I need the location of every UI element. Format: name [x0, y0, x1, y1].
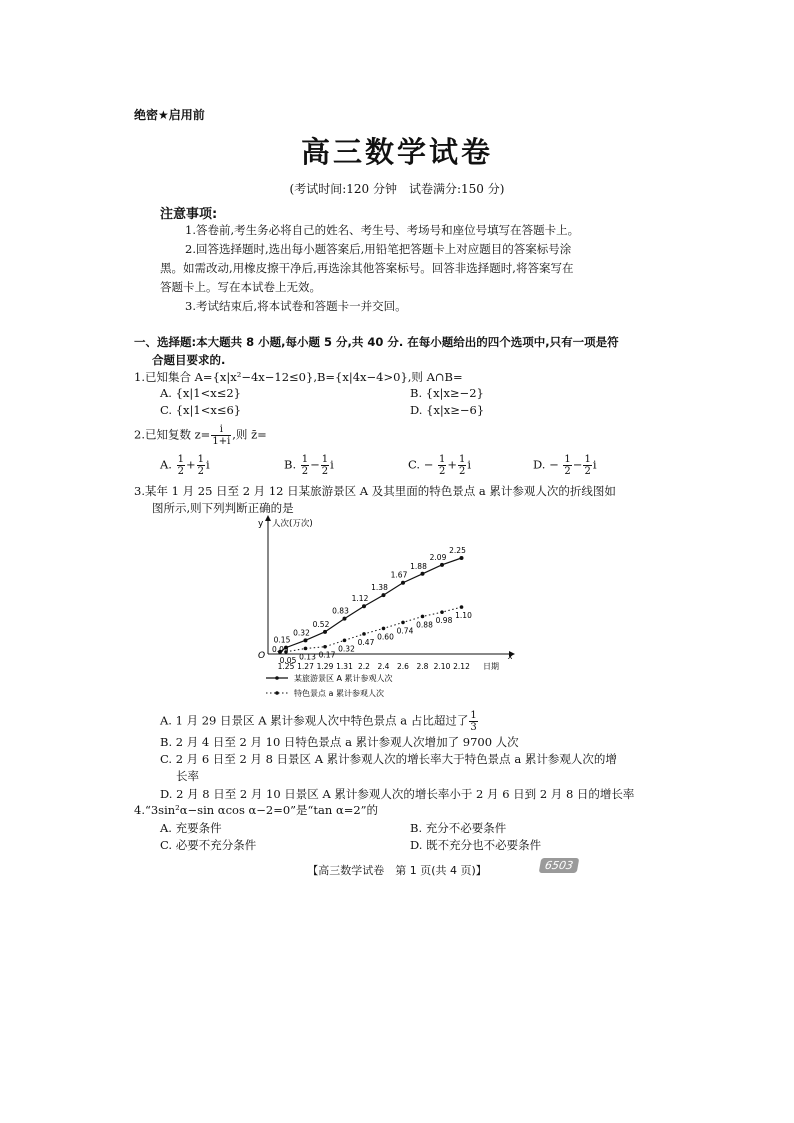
series-a-point [421, 572, 425, 576]
series-a-point [401, 581, 405, 585]
q4-stem: 4.“3sin²α−sin αcos α−2=0”是“tan α=2”的 [134, 803, 379, 817]
q4-option-c: C. 必要不充分条件 [160, 838, 257, 852]
x-axis-label: 日期 [483, 662, 499, 671]
q4-option-a: A. 充要条件 [160, 821, 222, 835]
paper-code-stamp: 6503 [539, 858, 580, 873]
q2-b-frac1 [301, 454, 309, 477]
q2-a-label: A. [160, 457, 172, 472]
x-tick-label: 2.12 [453, 662, 470, 671]
q3-option-c-line-1: C. 2 月 6 日至 2 月 8 日景区 A 累计参观人次的增长率大于特色景点 a 累计参观人次的增 [160, 752, 617, 766]
frac-den: 2 [301, 466, 309, 477]
series-a-point [304, 638, 308, 642]
series-b-point [323, 645, 327, 649]
q1-option-b: B. {x|x≥−2} [410, 386, 484, 400]
series-b-point [362, 632, 366, 636]
notice-line-1: 1.答卷前,考生务必将自己的姓名、考生号、考场号和座位号填写在答题卡上。 [185, 223, 580, 237]
series-b-data-label: 0.88 [416, 620, 433, 630]
q2-stem-pre: 2.已知复数 z= [134, 427, 211, 442]
series-a-point [382, 593, 386, 597]
frac-num: 1 [301, 454, 309, 465]
notice-heading: 注意事项: [160, 207, 218, 222]
series-b-data-label: 0.13 [299, 652, 316, 662]
q2-c-frac2 [458, 454, 466, 477]
q2-c-frac1 [438, 454, 446, 477]
series-b-point [421, 615, 425, 619]
series-a-data-label: 0.52 [312, 619, 330, 629]
q2-d-label: D. − [533, 457, 559, 472]
q2-option-a [160, 454, 210, 477]
q3-stem-line-1: 3.某年 1 月 25 日至 2 月 12 日某旅游景区 A 及其里面的特色景点 a 累计参观人次的折线图如 [134, 484, 616, 498]
q2-fraction-den: 1+i [212, 436, 231, 447]
q2-a-frac2 [197, 454, 205, 477]
q2-c-tail: i [467, 457, 472, 472]
section-heading-line-1: 一、选择题:本大题共 8 小题,每小题 5 分,共 40 分. 在每小题给出的四个选项中,只有一项是符 [134, 335, 619, 349]
x-tick-label: 2.2 [358, 662, 370, 671]
frac-num: 1 [459, 454, 466, 465]
series-b-data-label: 0.74 [396, 626, 414, 636]
series-b-point [440, 610, 444, 614]
q2-a-op: + [186, 457, 196, 472]
series-b-point [401, 621, 405, 625]
q2-a-frac1 [177, 454, 185, 477]
notice-line-5: 3.考试结束后,将本试卷和答题卡一并交回。 [185, 299, 407, 313]
q2-fraction [211, 424, 231, 447]
frac-den: 3 [470, 722, 477, 733]
q2-b-label: B. [284, 457, 297, 472]
q1-stem: 1.已知集合 A={x|x²−4x−12≤0},B={x|4x−4>0},则 A∩B= [134, 370, 463, 384]
series-b-point [460, 605, 464, 609]
q2-option-b [284, 454, 334, 477]
series-a-data-label: 0.15 [273, 635, 291, 645]
exam-info: (考试时间:120 分钟 试卷满分:150 分) [289, 182, 505, 196]
notice-line-3: 黑。如需改动,用橡皮擦干净后,再选涂其他答案标号。回答非选择题时,将答案写在 [160, 261, 574, 275]
frac-num: 1 [197, 454, 205, 465]
frac-den: 2 [459, 466, 466, 477]
legend-solid-marker [275, 676, 279, 680]
series-a-data-label: 1.38 [371, 583, 388, 593]
series-b-data-label: 1.10 [455, 611, 472, 621]
q3-option-d: D. 2 月 8 日至 2 月 10 日景区 A 累计参观人次的增长率小于 2 月 6 日到 2 月 8 日的增长率 [160, 787, 635, 801]
q2-b-frac2 [321, 454, 329, 477]
q2-b-op: − [310, 457, 320, 472]
q3-a-frac [469, 710, 477, 733]
line-chart [240, 512, 530, 702]
origin-label: O [258, 651, 266, 661]
series-a-data-label: 1.88 [410, 561, 427, 571]
series-a-data-label: 2.25 [449, 546, 466, 555]
q2-stem [134, 424, 267, 447]
q3-option-c-line-2: 长率 [176, 769, 199, 783]
legend-series-b: 特色景点 a 累计参观人次 [294, 689, 384, 698]
q2-c-label: C. − [408, 457, 434, 472]
x-tick-label: 2.4 [377, 662, 390, 671]
q3-option-b: B. 2 月 4 日至 2 月 10 日特色景点 a 累计参观人次增加了 9700 人次 [160, 735, 519, 749]
q2-stem-post: ,则 z̄= [232, 427, 267, 442]
frac-den: 2 [197, 466, 205, 477]
series-a-point [362, 604, 366, 608]
series-a-data-label: 1.67 [390, 570, 408, 580]
y-axis-letter: y [258, 519, 264, 529]
q2-d-frac1 [563, 454, 571, 477]
x-tick-label: 1.25 [277, 662, 295, 671]
frac-den: 2 [584, 466, 591, 477]
q1-option-d: D. {x|x≥−6} [410, 403, 485, 417]
series-a-point [460, 556, 464, 560]
frac-num: 1 [584, 454, 591, 465]
x-tick-label: 2.10 [433, 662, 451, 671]
q1-option-a: A. {x|1<x≤2} [160, 386, 241, 400]
series-a-data-label: 1.12 [351, 594, 369, 604]
series-a-point [343, 617, 347, 621]
q4-option-d: D. 既不充分也不必要条件 [410, 838, 542, 852]
series-b-data-label: 0.60 [377, 632, 394, 642]
series-b-point [304, 647, 308, 651]
series-a-point [440, 563, 444, 567]
q3-option-a [160, 710, 479, 733]
x-tick-label: 1.27 [297, 662, 314, 671]
frac-num: 1 [470, 710, 477, 721]
chart-root [258, 518, 513, 698]
q2-d-frac2 [583, 454, 591, 477]
q2-option-d [533, 454, 597, 477]
x-axis-letter: x [508, 652, 513, 661]
series-b-data-label: 0.47 [357, 637, 375, 647]
x-tick-label: 2.6 [397, 662, 409, 671]
q2-fraction-num: i [211, 424, 231, 436]
frac-den: 2 [321, 466, 329, 477]
q2-b-tail: i [330, 457, 334, 472]
series-a-data-label: 0.32 [293, 628, 310, 638]
q2-option-c [408, 454, 471, 477]
q2-d-tail: i [592, 457, 597, 472]
series-b-data-label: 0.17 [318, 650, 336, 660]
notice-line-2: 2.回答选择题时,选出每小题答案后,用铅笔把答题卡上对应题目的答案标号涂 [185, 242, 572, 256]
q1-option-c: C. {x|1<x≤6} [160, 403, 242, 417]
x-tick-label: 1.31 [336, 662, 353, 671]
page-footer: 【高三数学试卷 第 1 页(共 4 页)】 [307, 864, 487, 877]
series-a-data-label: 0.83 [332, 606, 349, 616]
frac-den: 2 [177, 466, 184, 477]
frac-num: 1 [564, 454, 571, 465]
series-b-point [343, 639, 347, 643]
q3-a-text: A. 1 月 29 日景区 A 累计参观人次中特色景点 a 占比超过了 [160, 713, 469, 728]
frac-den: 2 [439, 466, 446, 477]
q3-stem-line-2: 图所示,则下列判断正确的是 [152, 501, 294, 515]
q2-d-op: − [572, 457, 583, 472]
q2-c-op: + [447, 457, 458, 472]
series-a-data-label: 2.09 [429, 552, 447, 562]
q2-a-tail: i [206, 457, 210, 472]
series-a-point [323, 630, 327, 634]
notice-line-4: 答题卡上。写在本试卷上无效。 [160, 280, 321, 294]
legend-series-a: 某旅游景区 A 累计参观人次 [294, 674, 393, 683]
section-heading-line-2: 合题目要求的. [152, 353, 226, 367]
series-b-data-label: 0.32 [338, 644, 355, 654]
legend-dotted-marker [275, 691, 279, 695]
page-title: 高三数学试卷 [300, 135, 493, 169]
series-b-point [382, 627, 386, 631]
q4-option-b: B. 充分不必要条件 [410, 821, 507, 835]
confidential-label: 绝密★启用前 [134, 108, 205, 122]
frac-num: 1 [321, 454, 329, 465]
series-a-first-label: 0.05 [272, 645, 289, 654]
x-tick-label: 1.29 [316, 662, 334, 671]
frac-num: 1 [177, 454, 184, 465]
frac-den: 2 [564, 466, 571, 477]
series-b-data-label: 0.98 [435, 616, 453, 626]
x-tick-label: 2.8 [416, 662, 429, 671]
frac-num: 1 [439, 454, 446, 465]
y-axis-label: 人次(万次) [272, 519, 313, 529]
series-b-data-label: 0.05 [279, 655, 297, 665]
